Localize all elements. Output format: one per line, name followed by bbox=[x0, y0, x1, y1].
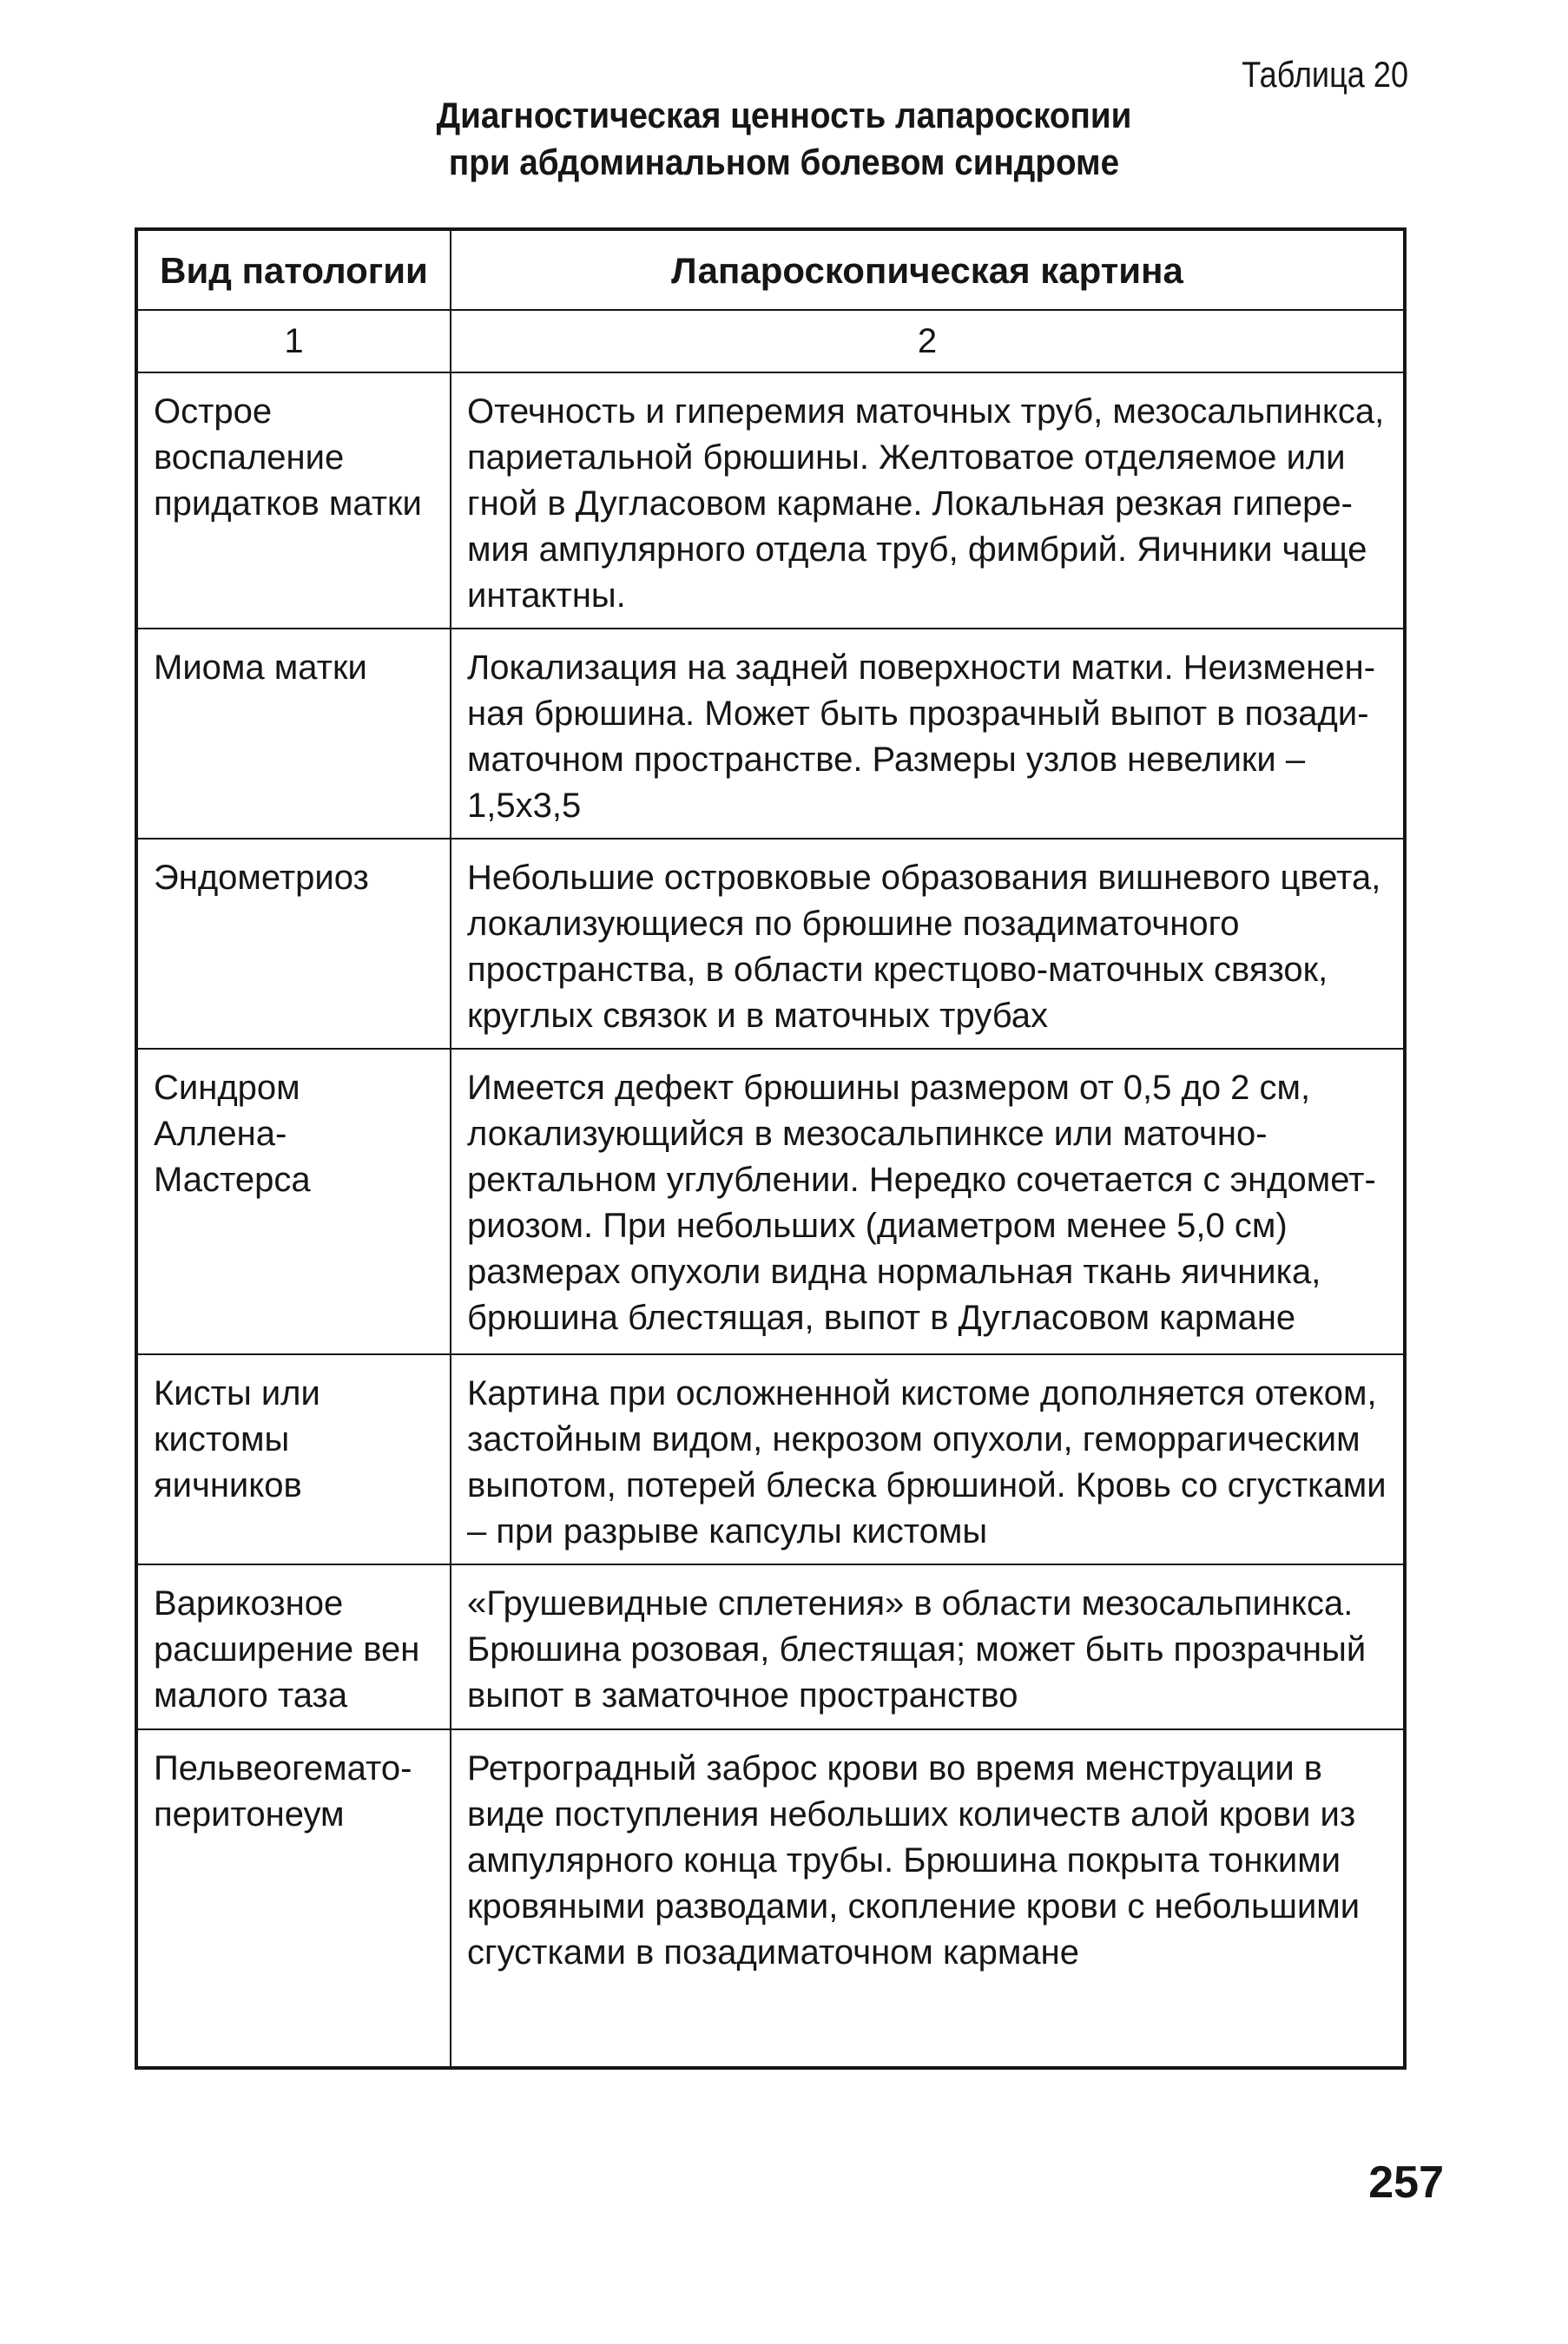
pathology-cell: Кисты или кистомы яичников bbox=[136, 1354, 451, 1564]
column-number-2: 2 bbox=[451, 310, 1405, 372]
table-row bbox=[136, 372, 1405, 629]
pathology-table bbox=[135, 227, 1407, 2070]
table-row bbox=[136, 1354, 1405, 1564]
pathology-cell: Пельвеогематоперитонеум bbox=[136, 1729, 451, 2068]
pathology-cell: Эндометриоз bbox=[136, 839, 451, 1049]
column-number-1: 1 bbox=[136, 310, 451, 372]
table-row bbox=[136, 1049, 1405, 1354]
table-row bbox=[136, 1564, 1405, 1729]
table-row bbox=[136, 839, 1405, 1049]
column-number-row bbox=[136, 310, 1405, 372]
table-header-row bbox=[136, 229, 1405, 310]
description-cell: Небольшие островковые образования вишневого цвета, локализующиеся по брюшине позадиматочного пространства, в области крестцово-маточных связок, круглых связок и в маточных трубах bbox=[451, 839, 1405, 1049]
description-cell: Локализация на задней поверхности матки. Неизмененная брюшина. Может быть прозрачный выпот в позадиматочном пространстве. Размеры узлов невелики – 1,5х3,5 bbox=[451, 629, 1405, 839]
page-number: 257 bbox=[1368, 2157, 1444, 2208]
column-header-pathology: Вид патологии bbox=[136, 229, 451, 310]
description-cell: Имеется дефект брюшины размером от 0,5 до 2 см, локализующийся в мезосальпинксе или маточноректальном углублении. Нередко сочетается с эндометриозом. При небольших (диаметром менее 5,0 см) размерах опухоли видна нормальная ткань яичника, брюшина блестящая, выпот в Дугласовом кармане bbox=[451, 1049, 1405, 1354]
description-cell: Отечность и гиперемия маточных труб, мезосальпинкса, париетальной брюшины. Желтоватое отделяемое или гной в Дугласовом кармане. Локальная резкая гиперемия ампулярного отдела труб, фимбрий. Яичники чаще интактны. bbox=[451, 372, 1405, 629]
table-row bbox=[136, 1729, 1405, 2068]
pathology-cell: Синдром Аллена-Мастерса bbox=[136, 1049, 451, 1354]
table-title-line-2: при абдоминальном болевом синдроме bbox=[448, 142, 1120, 182]
column-header-laparoscopic-picture: Лапароскопическая картина bbox=[451, 229, 1405, 310]
description-cell: Картина при осложненной кистоме дополняется отеком, застойным видом, некрозом опухоли, геморрагическим выпотом, потерей блеска брюшиной. Кровь со сгустками – при разрыве капсулы кистомы bbox=[451, 1354, 1405, 1564]
table-title-line-1: Диагностическая ценность лапароскопии bbox=[436, 95, 1132, 135]
pathology-cell: Варикозное расширение вен малого таза bbox=[136, 1564, 451, 1729]
pathology-cell: Миома матки bbox=[136, 629, 451, 839]
pathology-cell: Острое воспаление придатков матки bbox=[136, 372, 451, 629]
table-label: Таблица 20 bbox=[1242, 54, 1408, 95]
table-row bbox=[136, 629, 1405, 839]
description-cell: Ретроградный заброс крови во время менструации в виде поступления небольших количеств алой крови из ампулярного конца трубы. Брюшина покрыта тонкими кровяными разводами, скопление крови с небольшими сгустками в позадиматочном кармане bbox=[451, 1729, 1405, 2068]
table-title bbox=[0, 92, 1568, 186]
description-cell: «Грушевидные сплетения» в области мезосальпинкса. Брюшина розовая, блестящая; может быть прозрачный выпот в заматочное пространство bbox=[451, 1564, 1405, 1729]
